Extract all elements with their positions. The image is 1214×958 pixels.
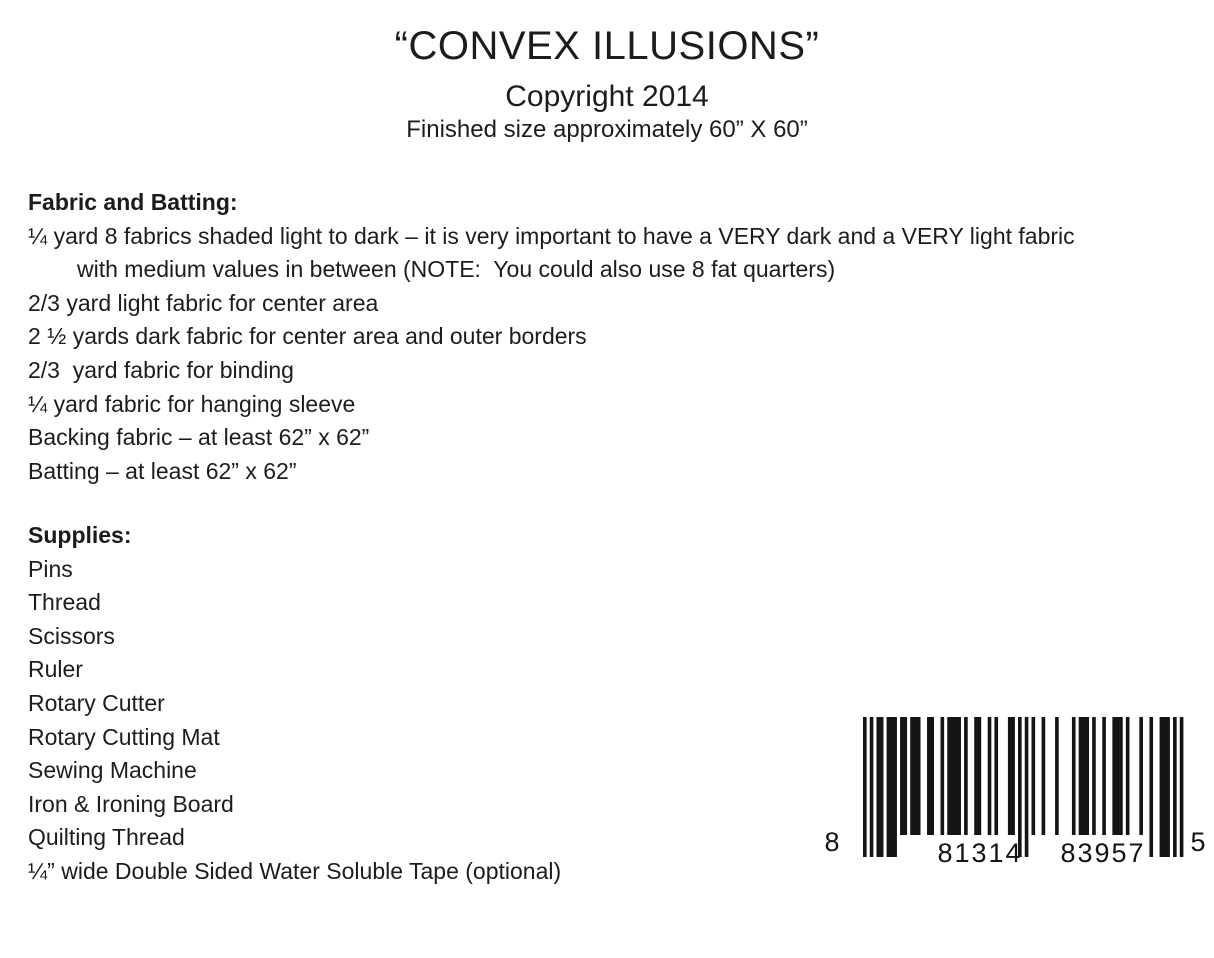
supply-item: Scissors [28, 622, 115, 649]
fabric-section-heading: Fabric and Batting: [28, 189, 238, 215]
supply-item: ¼” wide Double Sided Water Soluble Tape (optional) [28, 857, 562, 884]
fabric-line: 2/3 yard light fabric for center area [28, 289, 379, 316]
supply-item: Quilting Thread [28, 824, 185, 851]
fabric-line: 2/3 yard fabric for binding [28, 356, 294, 383]
barcode-left-digit: 8 [824, 827, 840, 857]
upc-barcode [820, 694, 1212, 874]
barcode-left-group: 81314 [937, 838, 1023, 868]
page-title: “CONVEX ILLUSIONS” [394, 24, 820, 68]
supply-item: Sewing Machine [28, 757, 197, 784]
supplies-section [28, 519, 561, 889]
fabric-and-batting-section [28, 186, 1075, 488]
supply-item: Rotary Cutting Mat [28, 723, 220, 750]
barcode-right-group: 83957 [1060, 838, 1146, 868]
supply-item: Iron & Ironing Board [28, 790, 234, 817]
supplies-section-heading: Supplies: [28, 522, 132, 548]
copyright-line: Copyright 2014 [505, 80, 709, 113]
supply-item: Rotary Cutter [28, 689, 165, 716]
barcode-right-digit: 5 [1190, 827, 1206, 857]
fabric-line: 2 ½ yards dark fabric for center area and outer borders [28, 323, 587, 350]
fabric-line: Backing fabric – at least 62” x 62” [28, 424, 370, 451]
fabric-line: Batting – at least 62” x 62” [28, 457, 297, 484]
supply-item: Ruler [28, 656, 83, 683]
fabric-line: ¼ yard 8 fabrics shaded light to dark – it is very important to have a VERY dark and a VERY light fabric [28, 222, 1075, 249]
fabric-line-continuation: with medium values in between (NOTE: You could also use 8 fat quarters) [77, 256, 836, 283]
finished-size-line: Finished size approximately 60” X 60” [406, 116, 808, 143]
fabric-line: ¼ yard fabric for hanging sleeve [28, 390, 356, 417]
barcode-svg [820, 694, 1212, 874]
barcode-bars [863, 717, 1183, 857]
supply-item: Pins [28, 555, 73, 582]
supply-item: Thread [28, 589, 101, 616]
